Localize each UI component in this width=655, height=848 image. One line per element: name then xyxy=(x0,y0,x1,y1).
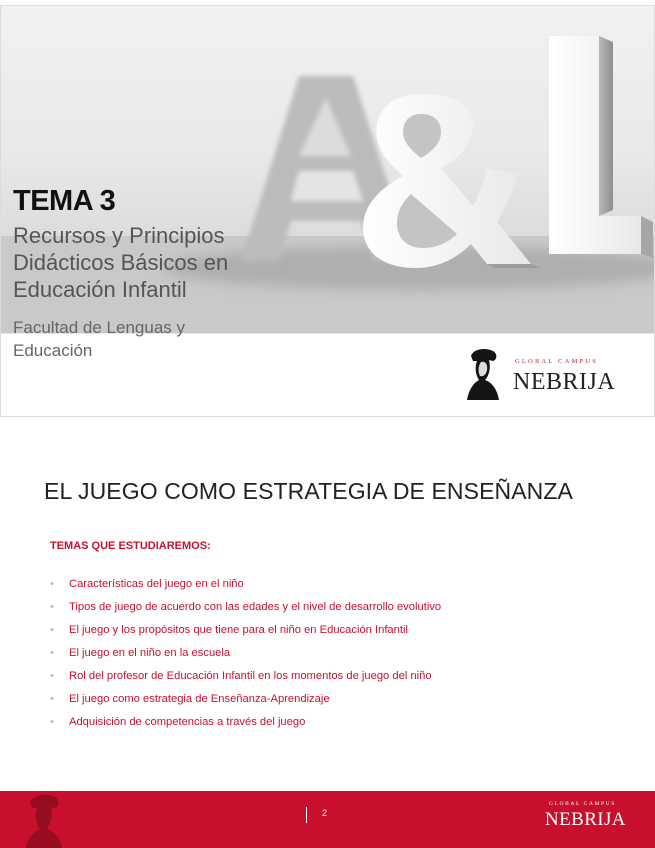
bullet-icon: • xyxy=(50,692,54,705)
list-item xyxy=(50,710,441,733)
faculty-name: Facultad de Lenguas y Educación xyxy=(13,318,186,360)
list-item xyxy=(50,572,441,595)
list-item xyxy=(50,618,441,641)
topic-number: TEMA 3 xyxy=(13,185,116,217)
bullet-icon: • xyxy=(50,623,54,636)
bullet-icon: • xyxy=(50,577,54,590)
logo-global-campus: GLOBAL CAMPUS xyxy=(515,358,599,365)
list-item xyxy=(50,687,441,710)
page-separator xyxy=(306,807,307,823)
topic-text: Características del juego en el niño xyxy=(69,577,244,590)
page-number: 2 xyxy=(322,808,328,818)
footer-logo-nebrija: NEBRIJA xyxy=(545,809,626,830)
nebrija-portrait-icon xyxy=(463,346,503,402)
nebrija-portrait-icon xyxy=(22,791,66,848)
topic-text: El juego y los propósitos que tiene para el niño en Educación Infantil xyxy=(69,623,408,636)
topic-text: El juego como estrategia de Enseñanza-Aprendizaje xyxy=(69,692,330,705)
footer-logo-global-campus: GLOBAL CAMPUS xyxy=(549,801,616,807)
logo-nebrija: NEBRIJA xyxy=(513,369,616,395)
bullet-icon: • xyxy=(50,669,54,682)
topic-list xyxy=(50,572,441,733)
topic-text: Adquisición de competencias a través del juego xyxy=(69,715,306,728)
topic-subtitle: Recursos y Principios Didácticos Básicos en Educación Infantil xyxy=(13,223,229,302)
topic-text: Tipos de juego de acuerdo con las edades y el nivel de desarrollo evolutivo xyxy=(69,600,442,613)
list-item xyxy=(50,641,441,664)
list-item xyxy=(50,595,441,618)
topics-heading: TEMAS QUE ESTUDIAREMOS: xyxy=(50,540,211,552)
bullet-icon: • xyxy=(50,715,54,728)
list-item xyxy=(50,664,441,687)
cover-slide xyxy=(0,5,655,417)
section-title: EL JUEGO COMO ESTRATEGIA DE ENSEÑANZA xyxy=(44,478,573,504)
nebrija-logo xyxy=(463,344,628,406)
bullet-icon: • xyxy=(50,600,54,613)
topic-text: El juego en el niño en la escuela xyxy=(69,646,231,659)
topic-text: Rol del profesor de Educación Infantil en los momentos de juego del niño xyxy=(69,669,432,682)
bullet-icon: • xyxy=(50,646,54,659)
